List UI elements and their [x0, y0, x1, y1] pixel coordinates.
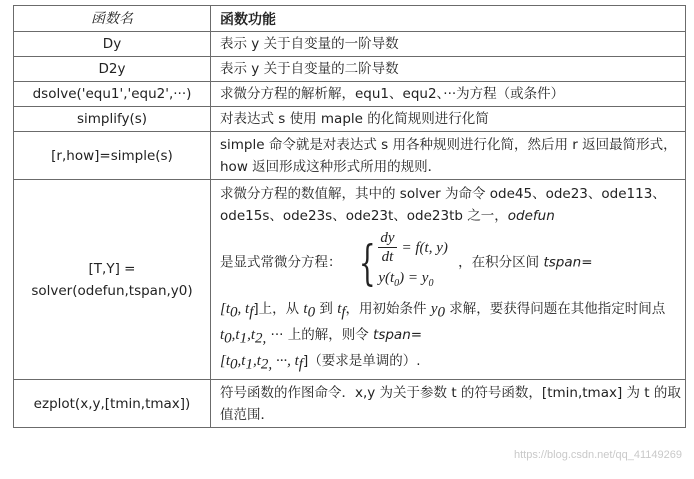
desc-italic: odefun: [507, 208, 555, 225]
ode-system: [352, 229, 448, 296]
function-name: D2y: [14, 57, 211, 82]
function-desc: [211, 180, 686, 380]
function-name: simplify(s): [14, 107, 211, 132]
header-function-desc: 函数功能: [211, 6, 686, 32]
table-row: [14, 32, 686, 57]
function-name-line1: [T,Y] =: [88, 260, 136, 277]
table-row: [14, 380, 686, 428]
desc-paragraph: [$t_0$, $t_f$]上，从 $t_0$ 到 $t_f$，用初始条件 $y_0$ 求解，要获得问题在其他指定时间点 $t_0,t_1,t_{2,}$ ··· 上的解，则令 tspan=: [220, 301, 666, 347]
desc-text: 求微分方程的数值解，其中的 solver 为命令 ode45、ode23、ode113、ode15s、ode23s、ode23t、ode23tb 之一，: [220, 186, 666, 225]
function-name: [14, 180, 211, 380]
function-desc: 对表达式 s 使用 maple 的化简规则进行化简: [211, 107, 686, 132]
desc-text: ，在积分区间: [458, 254, 540, 271]
fraction-denominator: dt: [381, 249, 394, 266]
fraction-numerator: dy: [380, 230, 395, 247]
function-desc: 符号函数的作图命令．x,y 为关于参数 t 的符号函数，[tmin,tmax] 为 t 的取值范围．: [211, 380, 686, 428]
function-desc: 求微分方程的解析解，equ1、equ2、···为方程（或条件）: [211, 82, 686, 107]
function-name-line2: solver(odefun,tspan,y0): [31, 282, 193, 299]
table-header-row: [14, 6, 686, 32]
header-function-name: 函数名: [14, 6, 211, 32]
equation-rhs: = f(t, y): [401, 239, 448, 256]
function-name: ezplot(x,y,[tmin,tmax]): [14, 380, 211, 428]
desc-equation-line: [220, 227, 685, 298]
desc-paragraph: [220, 183, 685, 227]
initial-condition: $y(t_0) = y_0$: [378, 270, 434, 290]
function-desc: 表示 y 关于自变量的二阶导数: [211, 57, 686, 82]
table-row: [14, 180, 686, 380]
function-name: [r,how]=simple(s): [14, 132, 211, 180]
function-table: [13, 5, 686, 428]
function-desc: 表示 y 关于自变量的一阶导数: [211, 32, 686, 57]
desc-italic: tspan=: [543, 254, 593, 271]
desc-paragraph: [$t_0,t_1,t_{2,}$ ···, $t_f$]（要求是单调的）.: [220, 352, 421, 373]
table-row: [14, 107, 686, 132]
function-name: dsolve('equ1','equ2',···): [14, 82, 211, 107]
table-row: [14, 82, 686, 107]
function-name: Dy: [14, 32, 211, 57]
table-row: [14, 132, 686, 180]
table-row: [14, 57, 686, 82]
function-desc: simple 命令就是对表达式 s 用各种规则进行化简，然后用 r 返回最简形式，how 返回形成这种形式所用的规则．: [211, 132, 686, 180]
desc-text: 是显式常微分方程：: [220, 254, 342, 271]
watermark: https://blog.csdn.net/qq_41149269: [514, 449, 682, 461]
brace-icon: {: [358, 234, 376, 291]
